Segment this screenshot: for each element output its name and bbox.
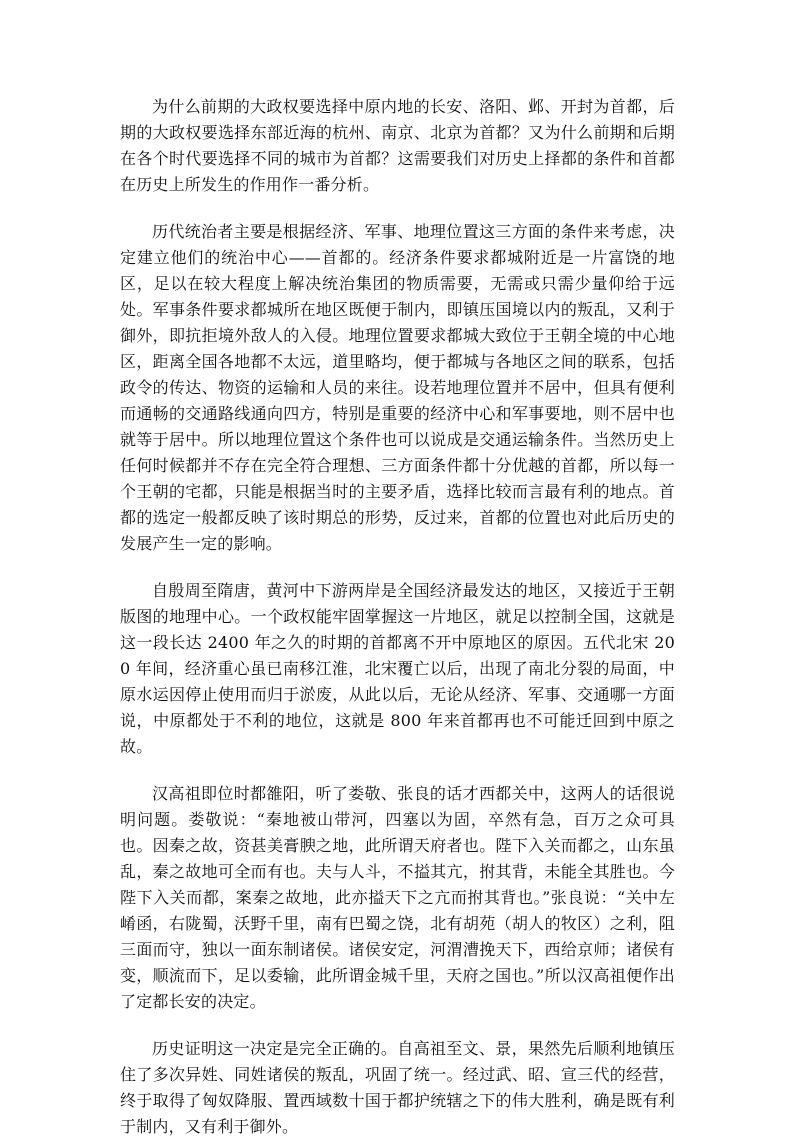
paragraph: 自殷周至隋唐，黄河中下游两岸是全国经济最发达的地区，又接近于王朝版图的地理中心。一个政权能牢固掌握这一片地区，就足以控制全国，这就是这一段长达 2400 年之久的时期的首都离不开中原地区的原因。五代北宋 200 年间，经济重心虽已南移江淮，北宋覆亡以后，出现了南北分裂的局面，中原水运因停止使用而归于淤废，从此以后，无论从经济、军事、交通哪一方面说，中原都处于不利的地位，这就是 800 年来首都再也不可能迁回到中原之故。 (120, 581, 675, 756)
paragraph: 汉高祖即位时都雒阳，听了娄敬、张良的话才西都关中，这两人的话很说明问题。娄敬说：“秦地被山带河，四塞以为固，卒然有急，百万之众可具也。因秦之故，资甚美膏腴之地，此所谓天府者也。陛下入关而都之，山东虽乱，秦之故地可全而有也。夫与人斗，不搤其亢，拊其背，未能全其胜也。今陛下入关而都，案秦之故地，此亦搤天下之亢而拊其背也。”张良说：“关中左崤函，右陇蜀，沃野千里，南有巴蜀之饶，北有胡苑（胡人的牧区）之利，阻三面而守，独以一面东制诸侯。诸侯安定，河渭漕挽天下，西给京师；诸侯有变，顺流而下，足以委输，此所谓金城千里，天府之国也。”所以汉高祖便作出了定都长安的决定。 (120, 784, 675, 1011)
paragraph: 历史证明这一决定是完全正确的。自高祖至文、景，果然先后顺利地镇压住了多次异姓、同姓诸侯的叛乱，巩固了统一。经过武、昭、宣三代的经营，终于取得了匈奴降服、置西域数十国于都护统辖之下的伟大胜利，确是既有利于制内，又有利于御外。 (120, 1039, 675, 1136)
paragraph: 历代统治者主要是根据经济、军事、地理位置这三方面的条件来考虑，决定建立他们的统治中心——首都的。经济条件要求都城附近是一片富饶的地区，足以在较大程度上解决统治集团的物质需要，无需或只需少量仰给于远处。军事条件要求都城所在地区既便于制内，即镇压国境以内的叛乱，又利于御外，即抗拒境外敌人的入侵。地理位置要求都城大致位于王朝全境的中心地区，距离全国各地都不太远，道里略均，便于都城与各地区之间的联系，包括政令的传达、物资的运输和人员的来往。设若地理位置并不居中，但具有便利而通畅的交通路线通向四方，特别是重要的经济中心和军事要地，则不居中也就等于居中。所以地理位置这个条件也可以说成是交通运输条件。当然历史上任何时候都并不存在完全符合理想、三方面条件都十分优越的首都，所以每一个王朝的宅都，只能是根据当时的主要矛盾，选择比较而言最有利的地点。首都的选定一般都反映了该时期总的形势，反过来，首都的位置也对此后历史的发展产生一定的影响。 (120, 222, 675, 553)
document-body (120, 94, 675, 1140)
paragraph: 为什么前期的大政权要选择中原内地的长安、洛阳、邺、开封为首都，后期的大政权要选择东部近海的杭州、南京、北京为首都？又为什么前期和后期在各个时代要选择不同的城市为首都？这需要我们对历史上择都的条件和首都在历史上所发生的作用作一番分析。 (120, 97, 675, 194)
